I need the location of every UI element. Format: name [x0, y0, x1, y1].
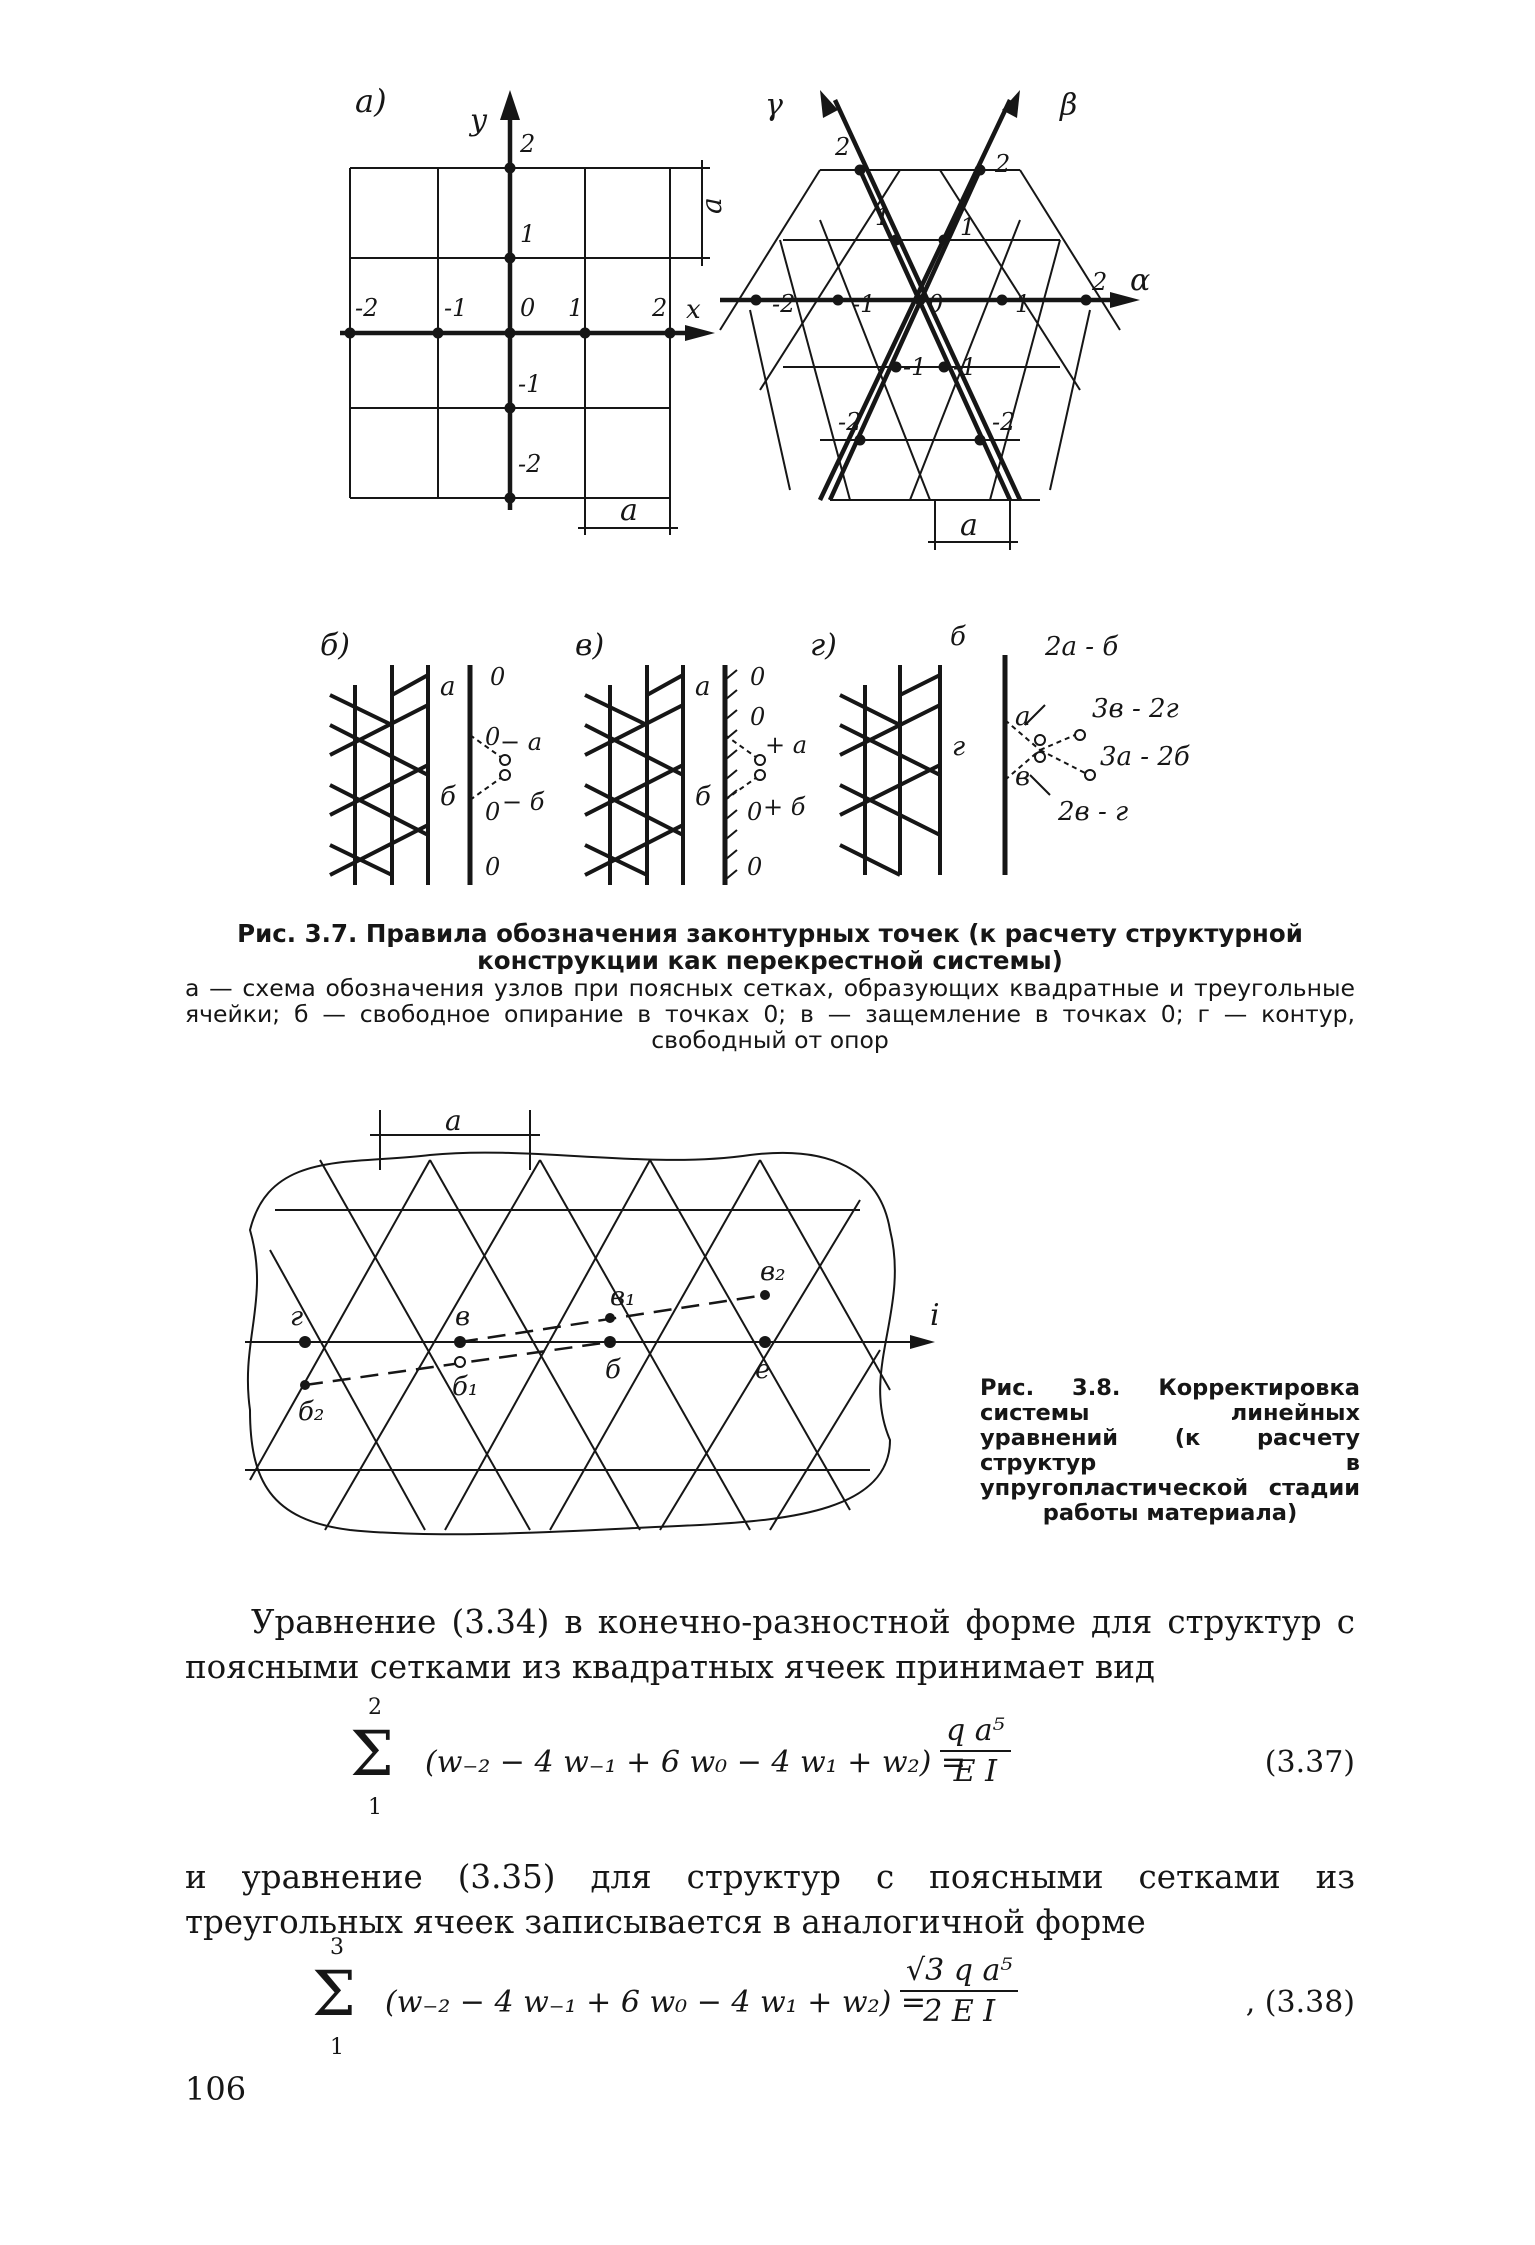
sum-lower-limit: 1 [330, 2035, 344, 2060]
tick-alpha: 0 [928, 290, 944, 318]
spacing-label: a [695, 197, 728, 214]
axis-y-label: y [470, 103, 487, 138]
spacing-label: a [445, 1104, 462, 1137]
tick-x: -1 [444, 294, 468, 322]
tick-alpha: -1 [852, 290, 876, 318]
equation-3-38 [185, 1935, 1355, 2085]
axis-alpha-label: α [1130, 263, 1151, 298]
tick-x: 2 [652, 294, 668, 322]
equation-fraction [940, 1713, 1011, 1789]
node-label: а [1015, 702, 1031, 732]
paragraph-2-text: и уравнение (3.35) для структур с поясными сетками из треугольных ячеек записывается в аналогичной форме [185, 1858, 1355, 1941]
fraction-numerator: √3 q a⁵ [900, 1953, 1018, 1992]
tick-y: -1 [518, 370, 542, 398]
equation-fraction [900, 1953, 1018, 2029]
tick-x: 1 [568, 294, 584, 322]
tick-y: 2 [520, 130, 536, 158]
tick-y: -2 [518, 450, 542, 478]
fraction-denominator: 2 E I [923, 1994, 996, 2029]
boundary-expr: + а [765, 731, 808, 759]
equation-label: (3.37) [1264, 1745, 1355, 1780]
figure-3-7-triangular-grid [720, 90, 1190, 560]
tick-label: 2 [995, 150, 1011, 178]
node-label: а [695, 672, 711, 702]
paragraph-1-text: Уравнение (3.34) в конечно-разностной форме для структур с поясными сетками из квадратных ячеек принимает вид [185, 1603, 1355, 1686]
zero-label: 0 [485, 853, 501, 881]
zero-label: 0 [485, 723, 501, 751]
node-label: б [695, 782, 711, 812]
boundary-expr: − б [502, 788, 545, 816]
node-label: б [605, 1355, 621, 1385]
equation-3-37 [185, 1695, 1355, 1845]
fraction-numerator: q a⁵ [940, 1713, 1011, 1752]
figure-3-7-panel-g [800, 622, 1280, 895]
paragraph-1 [185, 1600, 1355, 1690]
boundary-expr: − а [500, 728, 543, 756]
zero-label: 0 [747, 798, 763, 826]
sum-lower-limit: 1 [368, 1795, 382, 1820]
tick-x: 0 [520, 294, 536, 322]
axis-beta-label: β [1060, 88, 1078, 123]
zero-label: 0 [485, 798, 501, 826]
paragraph-2 [185, 1855, 1355, 1945]
sum-symbol: Σ [350, 1717, 394, 1790]
tick-y: 1 [520, 220, 536, 248]
tick-label: -1 [953, 353, 977, 381]
panel-a-label: а) [355, 82, 387, 120]
boundary-expr: 3а - 2б [1100, 742, 1190, 772]
tick-label: 1 [875, 203, 891, 231]
node-label: е [755, 1355, 771, 1385]
figure-3-8 [230, 1104, 970, 1550]
boundary-expr: 2в - г [1058, 797, 1129, 827]
node-label: б₂ [298, 1397, 325, 1427]
tick-x: -2 [355, 294, 379, 322]
node-label: г [290, 1302, 304, 1332]
page-number: 106 [185, 2070, 247, 2108]
node-label: в [455, 1302, 471, 1332]
equation-expression: (w₋₂ − 4 w₋₁ + 6 w₀ − 4 w₁ + w₂) = [425, 1745, 966, 1780]
node-label: в₁ [610, 1282, 636, 1312]
axis-i-label: i [930, 1298, 940, 1333]
node-label: б [950, 622, 966, 652]
zero-label: 0 [750, 703, 766, 731]
spacing-label: a [960, 508, 978, 543]
figure-3-7-caption-body: а — схема обозначения узлов при поясных сетках, образующих квадратные и треугольные ячейки; б — свободное опирание в точках 0; в — защемление в точках 0; г — контур, свободный от опор [185, 974, 1355, 1054]
tick-alpha: 2 [1092, 268, 1108, 296]
node-label: б₁ [452, 1372, 479, 1402]
tick-label: 2 [835, 133, 851, 161]
boundary-expr: 3в - 2г [1092, 694, 1179, 724]
equation-expression: (w₋₂ − 4 w₋₁ + 6 w₀ − 4 w₁ + w₂) = [385, 1985, 926, 2020]
tick-label: -1 [903, 353, 927, 381]
figure-3-7-caption-title: Рис. 3.7. Правила обозначения законтурных точек (к расчету структурной конструкции как перекрестной системы) [237, 919, 1303, 975]
node-label: в₂ [760, 1257, 786, 1287]
equation-label: , (3.38) [1245, 1985, 1355, 2020]
boundary-expr: + б [763, 793, 806, 821]
panel-b-label: б) [320, 628, 351, 663]
figure-3-7-panel-v [565, 625, 825, 895]
tick-alpha: -2 [772, 290, 796, 318]
zero-label: 0 [747, 853, 763, 881]
node-label: б [440, 782, 456, 812]
tick-alpha: 1 [1015, 290, 1031, 318]
figure-3-7-square-grid [330, 82, 730, 550]
panel-v-label: в) [575, 628, 605, 663]
sum-upper-limit: 2 [368, 1695, 382, 1720]
tick-label: 1 [960, 213, 976, 241]
zero-label: 0 [750, 663, 766, 691]
spacing-label: a [620, 493, 638, 528]
boundary-expr: 2а - б [1045, 632, 1119, 662]
fraction-denominator: E I [953, 1754, 997, 1789]
sum-upper-limit: 3 [330, 1935, 344, 1960]
panel-g-label: г) [810, 628, 837, 663]
zero-label: 0 [490, 663, 506, 691]
node-label: а [440, 672, 456, 702]
tick-label: -2 [838, 408, 862, 436]
axis-gamma-label: γ [765, 88, 783, 123]
node-label: г [952, 732, 966, 762]
figure-3-7-panel-b [310, 625, 570, 895]
sum-symbol: Σ [312, 1957, 356, 2030]
figure-3-8-caption: Рис. 3.8. Корректировка системы линейных уравнений (к расчету структур в упругопластической стадии работы материала) [980, 1375, 1360, 1526]
node-label: в [1015, 762, 1031, 792]
axis-x-label: x [686, 295, 701, 325]
tick-label: -2 [992, 408, 1016, 436]
